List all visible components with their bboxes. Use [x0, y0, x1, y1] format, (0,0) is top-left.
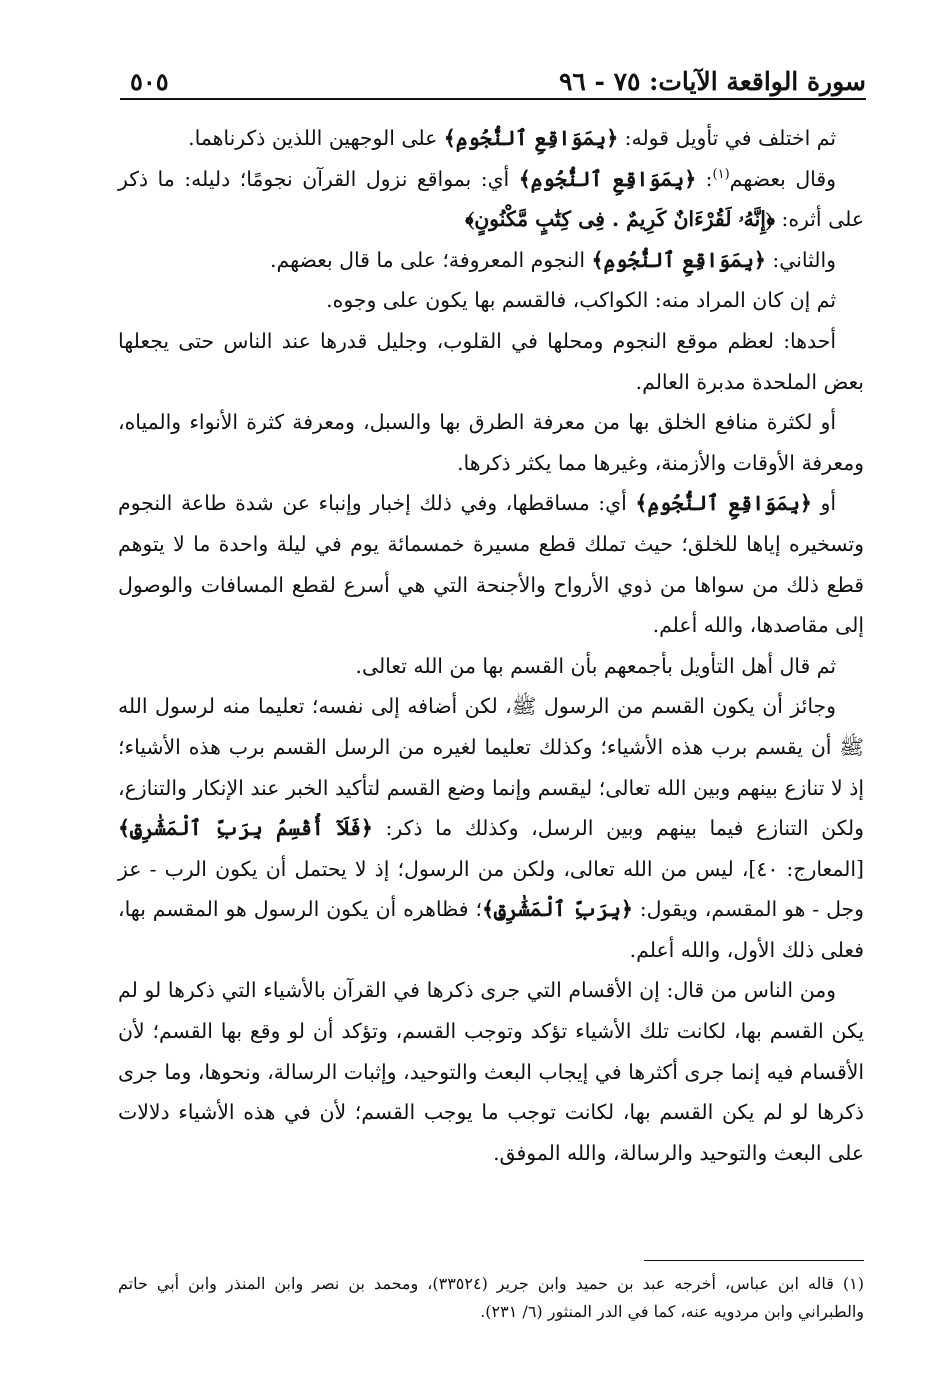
text-run: على الوجهين اللذين ذكرناهما. [188, 126, 444, 150]
paragraph-8: ثم قال أهل التأويل بأجمعهم بأن القسم بها من الله تعالى. [355, 653, 836, 678]
paragraph-10: ومن الناس من قال: إن الأقسام التي جرى ذكرها في القرآن بالأشياء التي ذكرها لو لم يكن القسم بها، لكانت تلك الأشياء تؤكد وتوجب القسم، وتؤكد أن لو وقع بها القسم؛ لأن الأقسام فيه إنما جرى أكثرها في إيجاب البعث والتوحيد، وإثبات الرسالة، ونحوها، وما جرى ذكرها لو لم يكن القسم بها، لكانت توجب ما يوجب القسم؛ لأن في هذه الأشياء دلالات على البعث والتوحيد والرسالة، والله الموفق. [118, 978, 864, 1165]
paragraph-4: ثم إن كان المراد منه: الكواكب، فالقسم بها يكون على وجوه. [326, 288, 836, 313]
footnotes [118, 1270, 864, 1326]
quran-verse: ﴿بِمَوَاقِعِ ٱلنُّجُومِ﴾ [591, 247, 766, 272]
text-run: أو [811, 491, 837, 516]
paragraph-3 [118, 240, 864, 281]
text-run: وجائز أن يكون القسم من الرسول ﷺ، لكن أضافه إلى نفسه؛ تعليما منه لرسول الله ﷺ أن يقسم برب هذه الأشياء؛ وكذلك تعليما لغيره من الرسل القسم برب هذه الأشياء؛ إذ لا تنازع بينهم وبين الله تعالى؛ ليقسم وإنما وضع القسم لتأكيد الخبر عند الإنكار والتنازع، ولكن التنازع فيما بينهم وبين الرسل، وكذلك ما ذكر: [118, 694, 864, 841]
text-run: : [696, 166, 713, 191]
page-number: ٥٠٥ [130, 67, 169, 96]
text-run: أي: مساقطها، وفي ذلك إخبار وإنباء عن شدة طاعة النجوم وتسخيره إياها للخلق؛ حيث تملك قطع مسيرة خمسمائة يوم في ليلة واحدة ما لا يتوهم قطع ذلك من سواها من ذوي الأرواح والأجنحة التي هي أسرع لقطع المسافات والوصول إلى مقاصدها، والله أعلم. [118, 491, 864, 638]
running-title: سورة الواقعة الآيات: ٧٥ - ٩٦ [558, 67, 866, 96]
main-text [118, 118, 864, 1173]
text-run: والثاني: [765, 247, 836, 272]
paragraph-6: أو لكثرة منافع الخلق بها من معرفة الطرق بها والسبل، ومعرفة كثرة الأنواء والمياه، ومعرفة الأوقات والأزمنة، وغيرها مما يكثر ذكرها. [118, 410, 864, 475]
footnote-divider [644, 1260, 864, 1261]
footnote-number: (١) [842, 1274, 865, 1293]
page-header [120, 52, 866, 96]
quran-verse: ﴿بِمَوَاقِعِ ٱلنُّجُومِ﴾ [635, 491, 812, 516]
header-divider [120, 98, 866, 100]
text-run: ثم اختلف في تأويل قوله: [618, 126, 836, 150]
footnote-text: قاله ابن عباس، أخرجه عبد بن حميد وابن جرير (٣٣٥٢٤)، ومحمد بن نصر وابن المنذر وابن أبي حاتم والطبراني وابن مردويه عنه، كما في الدر المنثور (٦/ ٢٣١). [118, 1274, 864, 1321]
quran-verse: ﴿بِمَوَاقِعِ ٱلنُّجُومِ﴾ [443, 126, 619, 150]
quran-verse: ﴿فَلَآ أُقْسِمُ بِرَبِّ ٱلْمَشَٰرِقِ﴾ [118, 816, 373, 841]
text-run: النجوم المعروفة؛ على ما قال بعضهم. [270, 247, 592, 272]
text-run: [المعارج: ٤٠]، ليس من الله تعالى، ولكن من الرسول؛ إذ لا يحتمل أن يكون الرب - عز وجل - هو المقسم، ويقول: [118, 856, 864, 922]
paragraph-7 [118, 483, 864, 645]
footnote-1 [118, 1270, 864, 1326]
paragraph-9 [118, 686, 864, 970]
footnote-marker[interactable]: (١) [712, 166, 730, 182]
text-run: وقال بعضهم [729, 166, 836, 191]
paragraph-1 [118, 118, 864, 159]
text-run: أي: بمواقع نزول القرآن نجومًا؛ دليله: ما ذكر على أثره: [118, 166, 864, 232]
quran-verse: ﴿بِرَبِّ ٱلْمَشَٰرِقِ﴾ [481, 897, 633, 922]
quran-verse: ﴿إِنَّهُۥ لَقُرْءَانٌ كَرِيمٌ . فِى كِتَٰبٍ مَّكْنُونٍ﴾ [465, 207, 775, 232]
text-run: ؛ فظاهره أن يكون الرسول هو المقسم بها، فعلى ذلك الأول، والله أعلم. [118, 897, 864, 962]
quran-verse: ﴿بِمَوَاقِعِ ٱلنُّجُومِ﴾ [518, 166, 697, 191]
paragraph-2 [118, 159, 864, 240]
paragraph-5: أحدها: لعظم موقع النجوم ومحلها في القلوب، وجليل قدرها عند الناس حتى يجعلها بعض الملحدة مدبرة العالم. [118, 328, 864, 394]
